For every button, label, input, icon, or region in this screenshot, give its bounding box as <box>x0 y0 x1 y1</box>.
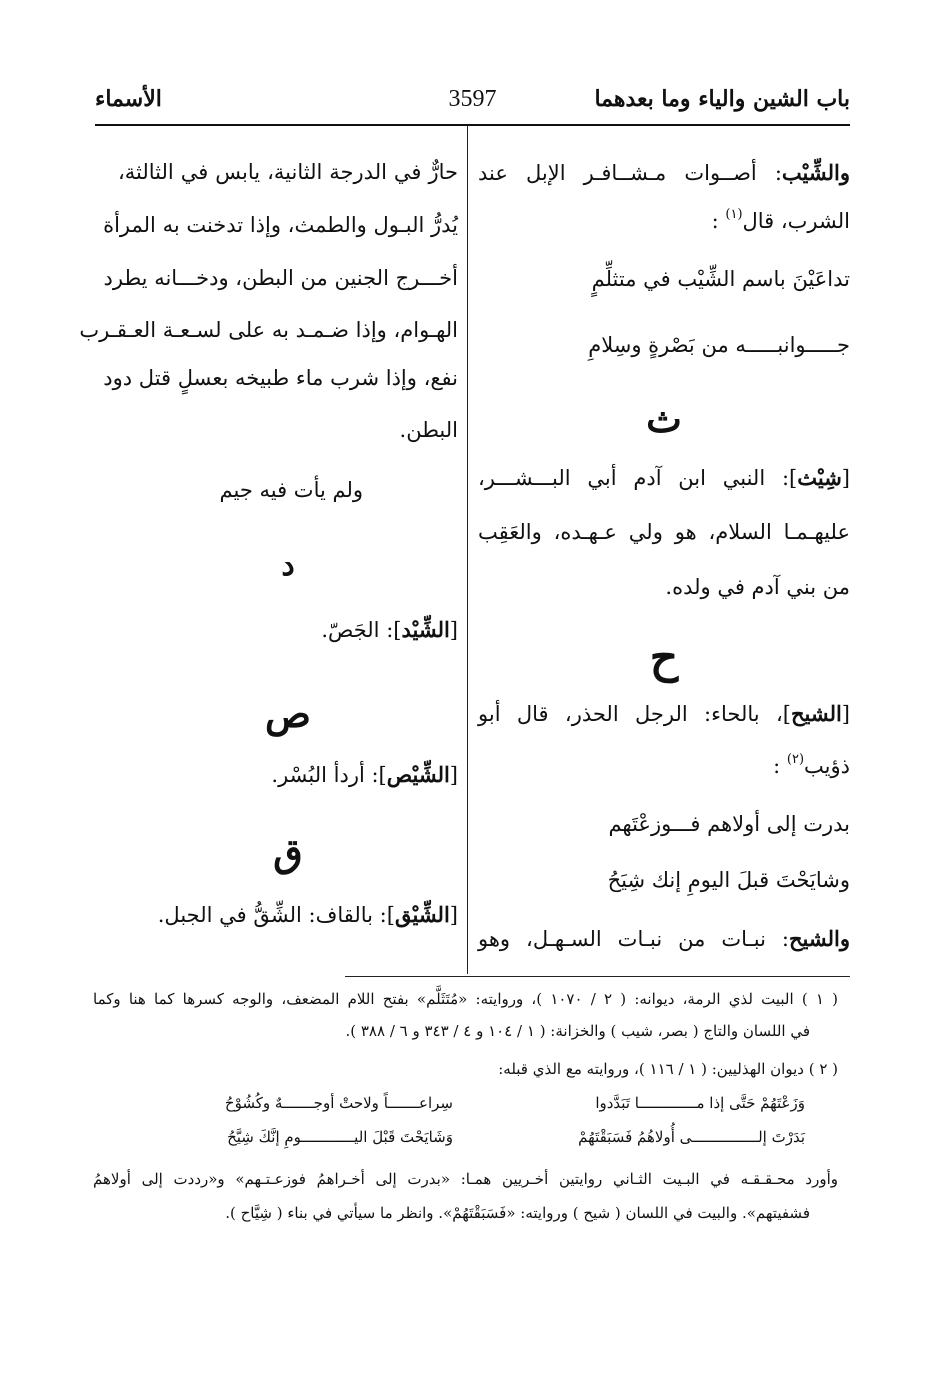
section-title: الأسماء <box>95 86 162 112</box>
headword-sheeth: شِيْث <box>797 465 842 490</box>
footnote-verse-1b: سِراعـــــــاً ولاحتْ أوجـــــــهٌ وكُشُوْحُ <box>224 1094 453 1112</box>
footnote-2-line2: وأورد محـقـقـه في البـيت الثـاني روايتين أخـريين همـا: «بدرت إلى أخـراهمُ فوزعـتـهم» و«رددت إلى أولاهمُ <box>93 1170 838 1188</box>
poet-name: ذؤيب <box>804 754 850 778</box>
section-letter-qaf: ق <box>273 830 303 875</box>
footnote-verse-2b: وَشَايَحْتَ قَبْلَ اليــــــــــــومِ إنَّكَ شِيَّحُ <box>227 1128 453 1146</box>
headword-sheeb: والشِّيْب <box>781 160 850 185</box>
entry-sheeth-line2: عليهـمـا السلام، هو ولي عـهـده، والعَقِب <box>478 520 850 544</box>
verse-line-3: بدرت إلى أولاهم فـــوزعْتَهم <box>608 812 850 836</box>
section-letter-tha: ث <box>646 396 682 441</box>
entry-sheeh-line2 <box>773 752 850 778</box>
bracket: [ <box>449 618 458 642</box>
bracket: [ <box>841 466 850 490</box>
bracket: [ <box>449 903 458 927</box>
entry-sheeth-text: ]: النبي ابن آدم أبي البـــشـــر، <box>478 466 798 490</box>
paragraph-line: نفع، وإذا شرب ماء طبيخه بعسلٍ قتل دود <box>103 366 458 390</box>
entry-sheeb-qal: الشرب، قال <box>742 209 850 233</box>
entry-sheed <box>321 617 458 642</box>
column-divider <box>467 126 468 974</box>
footnote-2-line1: ( ٢ ) ديوان الهذليين: ( ١ / ١١٦ )، وروايته مع الذي قبله: <box>498 1060 838 1078</box>
no-jeem-note: ولم يأت فيه جيم <box>219 478 363 502</box>
footnote-2-line3: فشفيتهم». والبيت في اللسان ( شيح ) وروايته: «فَسَبَقْتَهُمْ». وانظر ما سيأتي في بناء ( شِيَّاح ). <box>225 1204 810 1222</box>
headword-sheed: الشِّيْد <box>401 617 450 642</box>
bracket: [ <box>841 702 850 726</box>
headword-sheeq: الشِّيْق <box>394 902 450 927</box>
entry-sheess <box>271 762 458 787</box>
entry-sheeb-line2 <box>712 207 850 233</box>
entry-sheeh2-line1 <box>478 926 850 951</box>
bracket: [ <box>449 763 458 787</box>
section-letter-ha: ح <box>649 632 679 683</box>
footnote-ref-1: (١) <box>725 207 743 222</box>
headword-sheess: الشِّيْص <box>386 762 450 787</box>
footnote-rule <box>345 976 850 977</box>
paragraph-line: البطن. <box>399 418 458 442</box>
entry-sheeth-line3: من بني آدم في ولده. <box>665 575 850 599</box>
page-header <box>95 80 850 124</box>
entry-sheed-text: ]: الجَصّ. <box>321 618 402 642</box>
entry-sheess-text: ]: أردأ البُسْر. <box>271 763 387 787</box>
entry-sheeh-line1 <box>478 701 850 726</box>
entry-sheeh-text: ]، بالحاء: الرجل الحذر، قال أبو <box>478 702 791 726</box>
footnote-ref-2: (٢) <box>786 752 805 767</box>
footnote-1-line1: ( ١ ) البيت لذي الرمة، ديوانه: ( ٢ / ١٠٧٠ )، وروايته: «مُتَثَلَّم» بفتح اللام المضعف، والوجه كسرها كما هنا وكما <box>93 990 838 1008</box>
entry-sheeh2-text: : نبـات من نبـات السـهـل، وهو <box>478 927 789 951</box>
section-letter-sad: ص <box>265 691 311 736</box>
entry-sheeth-line1 <box>478 465 850 490</box>
footnote-verse-2a: بَدَرْتَ إلـــــــــــــــى أُولاهُمُ فَسَبَقْتَهُمْ <box>578 1128 805 1146</box>
section-letter-dal: د <box>281 548 295 583</box>
paragraph-line: أخـــرج الجنين من البطن، ودخـــانه يطرد <box>103 266 458 290</box>
footnote-1-line2: في اللسان والتاج ( بصر، شيب ) والخزانة: ( ١ / ١٠٤ و ٤ / ٣٤٣ و ٦ / ٣٨٨ ). <box>345 1022 810 1040</box>
footnote-verse-1a: وَزَعْتَهُمْ حَتَّى إذا مـــــــــــــا تَبَدَّدوا <box>595 1094 805 1112</box>
verse-line-2: جـــــوانبـــــه من بَصْرةٍ وسِلامِ <box>588 333 850 357</box>
page-number: 3597 <box>448 86 497 112</box>
entry-sheeb-text: : أصــوات مـشــافـر الإبل عند <box>478 161 782 185</box>
entry-sheeb-line1 <box>478 160 850 185</box>
colon: : <box>711 209 719 233</box>
verse-line-4: وشايَحْتَ قبلَ اليومِ إنك شِيَحُ <box>607 868 850 892</box>
paragraph-line: يُدرُّ البـول والطمث، وإذا تدخنت به المرأة <box>103 213 458 237</box>
paragraph-line: الهـوام، وإذا ضـمـد به على لسـعـة العـقـرب <box>79 318 458 342</box>
headword-sheeh: الشيح <box>790 701 842 726</box>
headword-sheeh-plant: والشيح <box>788 926 850 951</box>
header-rule <box>95 124 850 126</box>
verse-line-1: تداعَيْنَ باسم الشِّيْب في متثلِّمٍ <box>591 267 850 291</box>
paragraph-line: حارٌّ في الدرجة الثانية، يابس في الثالثة، <box>118 160 458 184</box>
colon: : <box>773 754 781 778</box>
entry-sheeq <box>158 902 458 927</box>
entry-sheeq-text: ]: بالقاف: الشِّقُّ في الجبل. <box>157 903 395 927</box>
chapter-title: باب الشين والياء وما بعدهما <box>594 86 850 112</box>
